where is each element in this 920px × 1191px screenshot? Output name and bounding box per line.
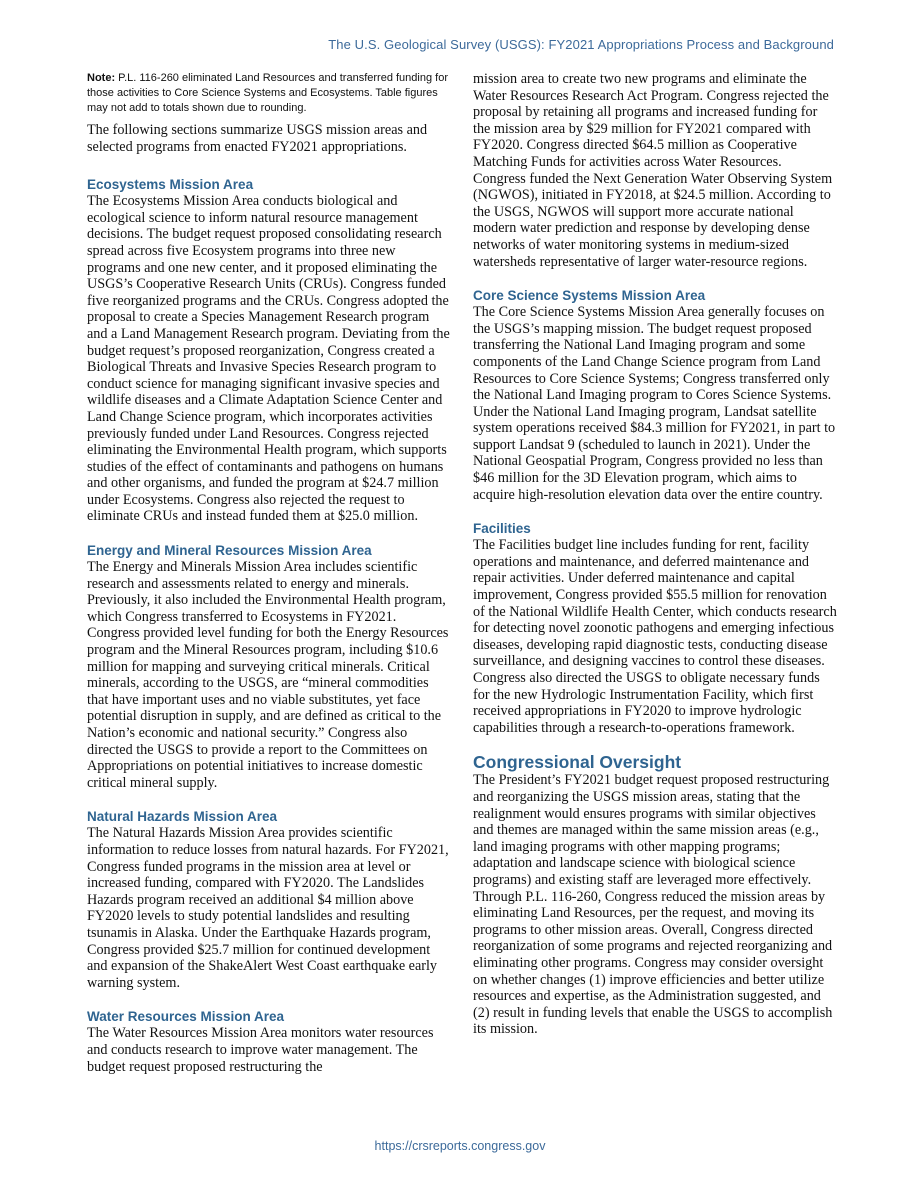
heading-ecosystems: Ecosystems Mission Area bbox=[87, 177, 254, 193]
table-note bbox=[87, 71, 452, 116]
paragraph-natural-hazards: The Natural Hazards Mission Area provides scientific information to reduce losses from natural hazards. For FY2021, Congress funded programs in the mission area at level or increased funding, compared with FY2020. The Landslides Hazards program received an additional $4 million above FY2020 levels to study potential landslides and resulting tsunamis in Alaska. Under the Earthquake Hazards program, Congress provided $25.7 million for continued development and expansion of the ShakeAlert West Coast earthquake early warning system. bbox=[87, 825, 449, 991]
heading-natural-hazards: Natural Hazards Mission Area bbox=[87, 809, 278, 825]
right-column bbox=[473, 71, 838, 1038]
footer-url[interactable]: https://crsreports.congress.gov bbox=[374, 1139, 546, 1153]
paragraph-water-resources-cont: mission area to create two new programs and eliminate the Water Resources Research Act Program. Congress rejected the proposal by retaining all programs and increased funding for the mission area by $29 million for FY2021 compared with FY2020. Congress directed $64.5 million as Cooperative Matching Funds for activities across Water Resources. Congress funded the Next Generation Water Observing System (NGWOS), initiated in FY2018, at $24.5 million. According to the USGS, NGWOS will support more accurate national modern water prediction and response by developing dense networks of water monitoring systems in medium-sized watersheds representative of larger water-resource regions. bbox=[473, 71, 833, 270]
heading-water-resources: Water Resources Mission Area bbox=[87, 1009, 285, 1025]
paragraph-ecosystems: The Ecosystems Mission Area conducts biological and ecological science to inform natural resource management decisions. The budget request proposed consolidating research spread across five Ecosystem programs into three new programs and one new center, and it proposed eliminating the USGS’s Cooperative Research Units (CRUs). Congress funded five reorganized programs and the CRUs. Congress adopted the proposal to create a Species Management Research program and a Land Management Research program. Deviating from the budget request’s proposed reorganization, Congress created a Biological Threats and Invasive Species Research program to conduct science for managing significant invasive species and wildlife diseases and a Climate Adaptation Science Center and Land Change Science program, which incorporates activities previously funded under Land Resources. Congress rejected eliminating the Environmental Health program, which supports studies of the effect of contaminants and pathogens on humans and other organisms, and funded the program at $24.7 million under Ecosystems. Congress also rejected the request to eliminate CRUs and instead funded them at $25.0 million. bbox=[87, 193, 450, 525]
intro-paragraph: The following sections summarize USGS mission areas and selected programs from enacted FY2021 appropriations. bbox=[87, 122, 428, 155]
running-header: The U.S. Geological Survey (USGS): FY2021 Appropriations Process and Background bbox=[328, 37, 834, 52]
heading-energy-minerals: Energy and Mineral Resources Mission Area bbox=[87, 543, 372, 559]
paragraph-core-science: The Core Science Systems Mission Area generally focuses on the USGS’s mapping mission. The budget request proposed transferring the National Land Imaging program and some components of the Land Change Science program from Land Resources to Core Science Systems; Congress transferred only the National Land Imaging program to Cores Science Systems. Under the National Land Imaging program, Landsat satellite system operations received $84.3 million for FY2021, in part to support Landsat 9 (scheduled to launch in 2021). Under the National Geospatial Program, Congress provided no less than $46 million for the 3D Elevation program, which aims to acquire high-resolution elevation data over the entire country. bbox=[473, 304, 836, 503]
paragraph-energy-minerals: The Energy and Minerals Mission Area includes scientific research and assessments related to energy and minerals. Previously, it also included the Environmental Health program, which Congress transferred to Ecosystems in FY2021. Congress provided level funding for both the Energy Resources program and the Mineral Resources program, including $10.6 million for mapping and surveying critical minerals. Critical minerals, according to the USGS, are “mineral commodities that have important uses and no viable substitutes, yet face potential disruption in supply, and are defined as critical to the Nation’s economic and national security.” Congress also directed the USGS to provide a report to the Committees on Appropriations on potential initiatives to increase domestic critical mineral supply. bbox=[87, 559, 449, 791]
heading-core-science: Core Science Systems Mission Area bbox=[473, 288, 706, 304]
left-column bbox=[87, 71, 452, 1075]
note-label: Note: bbox=[87, 72, 116, 84]
paragraph-water-resources-start: The Water Resources Mission Area monitors water resources and conducts research to improve water management. The budget request proposed restructuring the bbox=[87, 1025, 434, 1075]
heading-facilities: Facilities bbox=[473, 521, 531, 537]
heading-congressional-oversight: Congressional Oversight bbox=[473, 752, 682, 773]
note-text: P.L. 116-260 eliminated Land Resources and transferred funding for those activities to Core Science Systems and Ecosystems. Table figures may not add to totals shown due to rounding. bbox=[87, 72, 448, 114]
paragraph-facilities: The Facilities budget line includes funding for rent, facility operations and maintenance, and deferred maintenance and repair activities. Under deferred maintenance and capital improvement, Congress provided $55.5 million for renovation of the National Wildlife Health Center, which conducts research for detecting novel zoonotic pathogens and emerging infectious diseases, developing rapid diagnostic tests, conducting disease surveillance, and designing vaccines to control these diseases. Congress also directed the USGS to obligate necessary funds for the new Hydrologic Instrumentation Facility, which first received appropriations in FY2020 to improve hydrologic capabilities through a research-to-operations framework. bbox=[473, 537, 837, 736]
paragraph-congressional-oversight: The President’s FY2021 budget request proposed restructuring and reorganizing the USGS mission areas, stating that the realignment would ensures programs with similar objectives and themes are managed within the same mission areas (e.g., land imaging programs with other mapping programs; adaptation and landscape science with biological science programs) and existing staff are leveraged more effectively. Through P.L. 116-260, Congress reduced the mission areas by eliminating Land Resources, per the request, and moving its programs to other mission areas. Overall, Congress directed reorganization of some programs and rejected reorganizing and eliminating other programs. Congress may consider oversight on whether changes (1) improve efficiencies and better utilize resources and expertise, as the Administration suggested, and (2) result in funding levels that enable the USGS to accomplish its mission. bbox=[473, 772, 833, 1038]
